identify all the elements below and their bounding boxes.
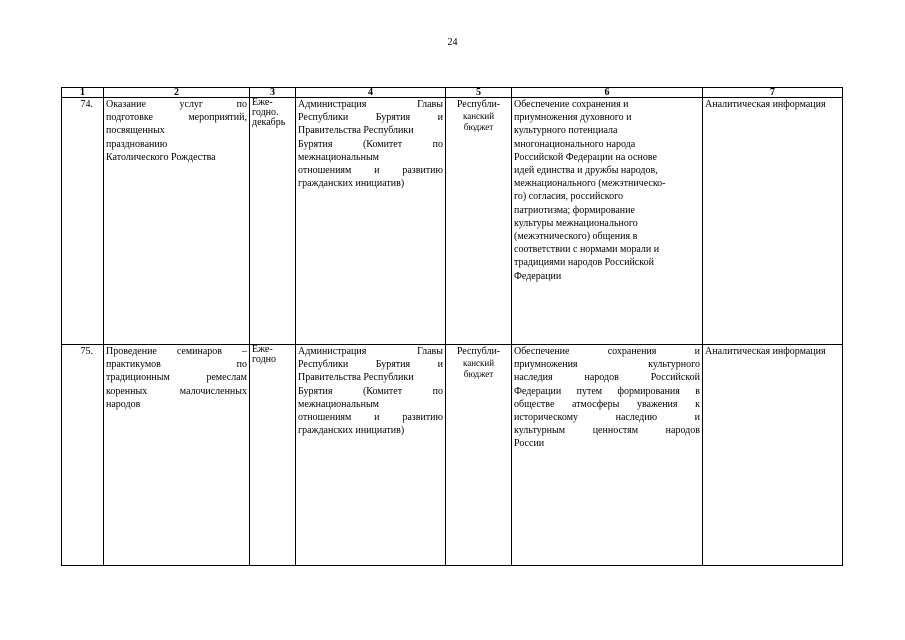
executor-line: Правительства Республики [298, 372, 414, 384]
executor-cell [296, 345, 446, 566]
event-cell [104, 345, 250, 566]
term-cell [250, 98, 296, 345]
goal-line: наследия народов Российской [514, 372, 700, 384]
term-cell [250, 345, 296, 566]
page-number: 24 [447, 37, 458, 48]
goal-line: (межэтнического) общения в [514, 231, 638, 243]
event-line: народов [106, 398, 141, 410]
table-row [62, 345, 843, 566]
executor-line: Республики Бурятия и [298, 359, 443, 371]
goal-line: го) согласия, российского [514, 191, 624, 203]
executor-cell [296, 98, 446, 345]
source-line: бюджет [463, 369, 494, 379]
goal-line: культуры межнационального [514, 217, 638, 229]
column-header: 6 [512, 88, 703, 98]
executor-line: Администрация Главы [298, 99, 443, 110]
event-line: практикумов по [106, 359, 247, 371]
event-cell [104, 98, 250, 345]
executor-line: отношениям и развитию [298, 165, 443, 177]
source-line: канский [462, 358, 495, 368]
goal-line: приумножения духовного и [514, 112, 632, 124]
goal-line: культурного потенциала [514, 125, 618, 137]
source-line: Республи- [456, 346, 501, 357]
row-number: 74. [62, 98, 104, 345]
term-line: годно [252, 354, 277, 365]
goal-line: обществе атмосферы уважения к [514, 398, 700, 410]
executor-line: отношениям и развитию [298, 412, 443, 424]
event-line: празднованию [106, 138, 168, 150]
goal-line: патриотизма; формирование [514, 204, 635, 216]
header-row [62, 88, 843, 98]
event-line: коренных малочисленных [106, 385, 247, 397]
events-table [61, 87, 843, 566]
event-line: Проведение семинаров – [106, 346, 247, 357]
goal-line: Российской Федерации на основе [514, 151, 657, 163]
executor-line: межнациональным [298, 151, 379, 163]
source-cell [446, 345, 512, 566]
executor-line: гражданских инициатив) [298, 178, 405, 190]
event-line: традиционным ремеслам [106, 372, 247, 384]
row-number: 75. [62, 345, 104, 566]
column-header: 2 [104, 88, 250, 98]
goal-line: многонационального народа [514, 138, 636, 150]
goal-line: соответствии с нормами морали и [514, 244, 660, 256]
goal-line: России [514, 438, 545, 450]
executor-line: гражданских инициатив) [298, 425, 405, 437]
executor-line: Правительства Республики [298, 125, 414, 137]
goal-line: Обеспечение сохранения и [514, 99, 629, 110]
report-cell: Аналитическая информация [703, 345, 843, 566]
column-header: 4 [296, 88, 446, 98]
table-row [62, 98, 843, 345]
source-line: бюджет [463, 122, 494, 132]
goal-line: приумножения культурного [514, 359, 700, 371]
executor-line: Республики Бурятия и [298, 112, 443, 124]
goal-cell [512, 345, 703, 566]
goal-line: Федерации путем формирования в [514, 385, 700, 397]
event-line: подготовке мероприятий, [106, 112, 247, 124]
goal-line: историческому наследию и [514, 412, 700, 424]
executor-line: межнациональным [298, 398, 379, 410]
term-line: годно. [252, 107, 279, 118]
goal-line: традициями народов Российской [514, 257, 654, 269]
term-line: декабрь [252, 117, 286, 128]
report-cell: Аналитическая информация [703, 98, 843, 345]
event-line: Оказание услуг по [106, 99, 247, 110]
term-line: Еже- [252, 344, 273, 355]
source-line: Республи- [456, 99, 501, 110]
event-line: посвященных [106, 125, 165, 137]
term-line: Еже- [252, 97, 273, 108]
goal-line: межнационального (межэтническо- [514, 178, 666, 190]
executor-line: Бурятия (Комитет по [298, 385, 443, 397]
goal-line: Обеспечение сохранения и [514, 346, 700, 357]
column-header: 3 [250, 88, 296, 98]
executor-line: Администрация Главы [298, 346, 443, 357]
goal-line: идей единства и дружбы народов, [514, 165, 658, 177]
source-line: канский [462, 111, 495, 121]
executor-line: Бурятия (Комитет по [298, 138, 443, 150]
goal-cell [512, 98, 703, 345]
event-line: Католического Рождества [106, 151, 216, 163]
column-header: 1 [62, 88, 104, 98]
source-cell [446, 98, 512, 345]
column-header: 7 [703, 88, 843, 98]
column-header: 5 [446, 88, 512, 98]
goal-line: Федерации [514, 270, 562, 282]
goal-line: культурным ценностям народов [514, 425, 700, 437]
